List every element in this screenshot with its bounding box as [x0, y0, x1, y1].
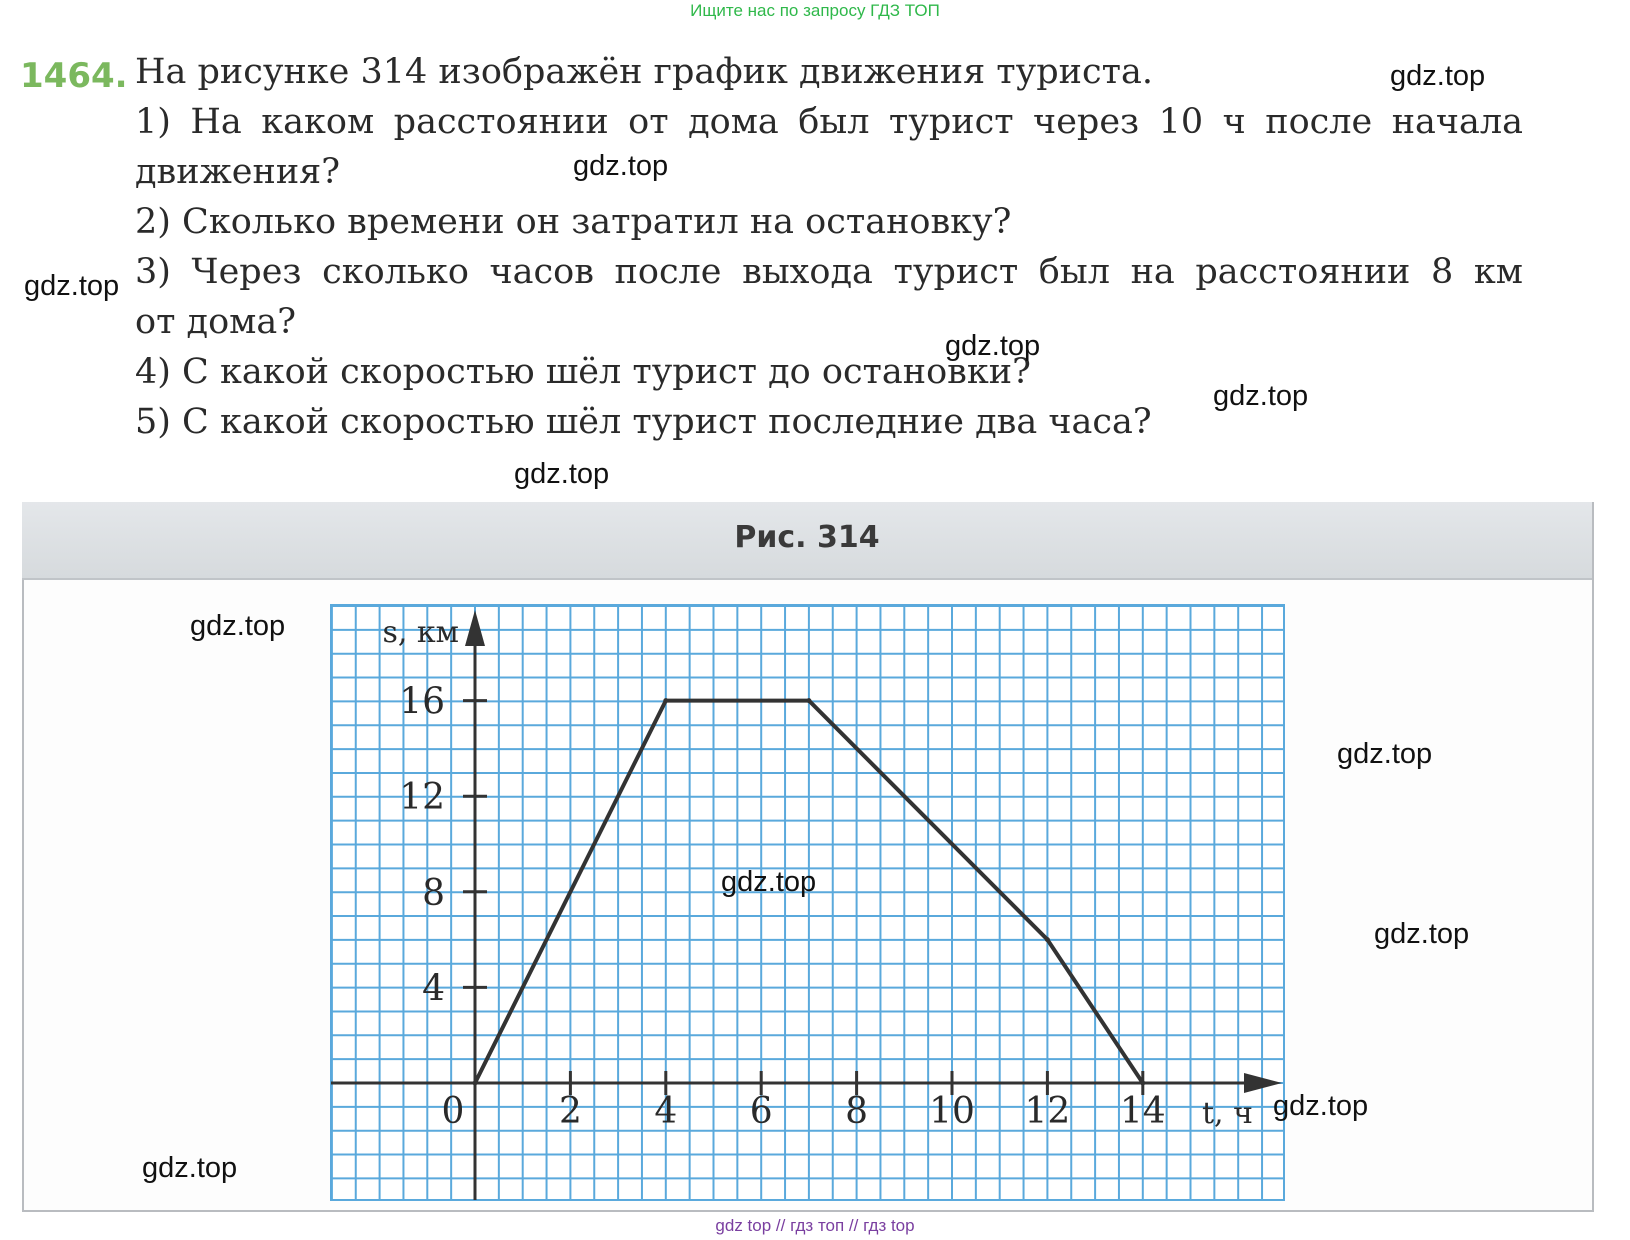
x-tick-label: 4: [654, 1091, 678, 1132]
question-1-line-1: 1) На каком расстоянии от дома был турист через 10 ч после начала: [135, 102, 1523, 142]
top-banner: Ищите нас по запросу ГДЗ ТОП: [690, 1, 940, 20]
x-tick-label: 0: [441, 1091, 465, 1132]
question-4: 4) С какой скоростью шёл турист до остановки?: [135, 352, 1031, 392]
y-tick-label: 4: [422, 968, 445, 1010]
watermark: gdz.top: [1273, 1090, 1369, 1122]
watermark: gdz.top: [514, 458, 610, 490]
x-axis-label: t, ч: [1202, 1096, 1253, 1131]
data-point: [806, 698, 811, 703]
watermark: gdz.top: [190, 610, 286, 642]
y-tick-label: 8: [422, 872, 445, 914]
watermark: gdz.top: [24, 270, 120, 302]
question-1-line-2: движения?: [135, 152, 340, 192]
watermark: gdz.top: [1213, 380, 1309, 412]
question-3-line-2: от дома?: [135, 302, 297, 342]
problem-number: 1464.: [20, 56, 128, 96]
y-tick-label: 16: [399, 681, 445, 723]
data-point: [473, 1081, 478, 1086]
data-point: [1140, 1081, 1145, 1086]
problem-intro: На рисунке 314 изображён график движения туриста.: [135, 52, 1153, 92]
watermark: gdz.top: [1390, 60, 1486, 92]
watermark: gdz.top: [945, 330, 1041, 362]
x-tick-label: 2: [558, 1091, 582, 1132]
x-tick-label: 8: [845, 1091, 869, 1132]
y-tick-label: 12: [399, 777, 445, 819]
x-tick-label: 10: [929, 1091, 975, 1132]
watermark: gdz.top: [1337, 738, 1433, 770]
y-axis-label: s, км: [382, 615, 459, 650]
x-tick-label: 12: [1024, 1091, 1071, 1132]
x-tick-label: 6: [749, 1091, 773, 1132]
x-tick-label: 14: [1119, 1091, 1166, 1132]
watermark: gdz.top: [1374, 918, 1470, 950]
bottom-banner: gdz top // гдз топ // гдз top: [715, 1216, 915, 1235]
question-5: 5) С какой скоростью шёл турист последние два часа?: [135, 402, 1152, 442]
watermark: gdz.top: [573, 150, 669, 182]
data-point: [663, 698, 668, 703]
data-point: [1045, 937, 1050, 942]
watermark: gdz.top: [721, 866, 817, 898]
figure-title: Рис. 314: [734, 520, 880, 555]
question-3-line-1: 3) Через сколько часов после выхода турист был на расстоянии 8 км: [135, 252, 1523, 292]
watermark: gdz.top: [142, 1152, 238, 1184]
question-2: 2) Сколько времени он затратил на остановку?: [135, 202, 1012, 242]
